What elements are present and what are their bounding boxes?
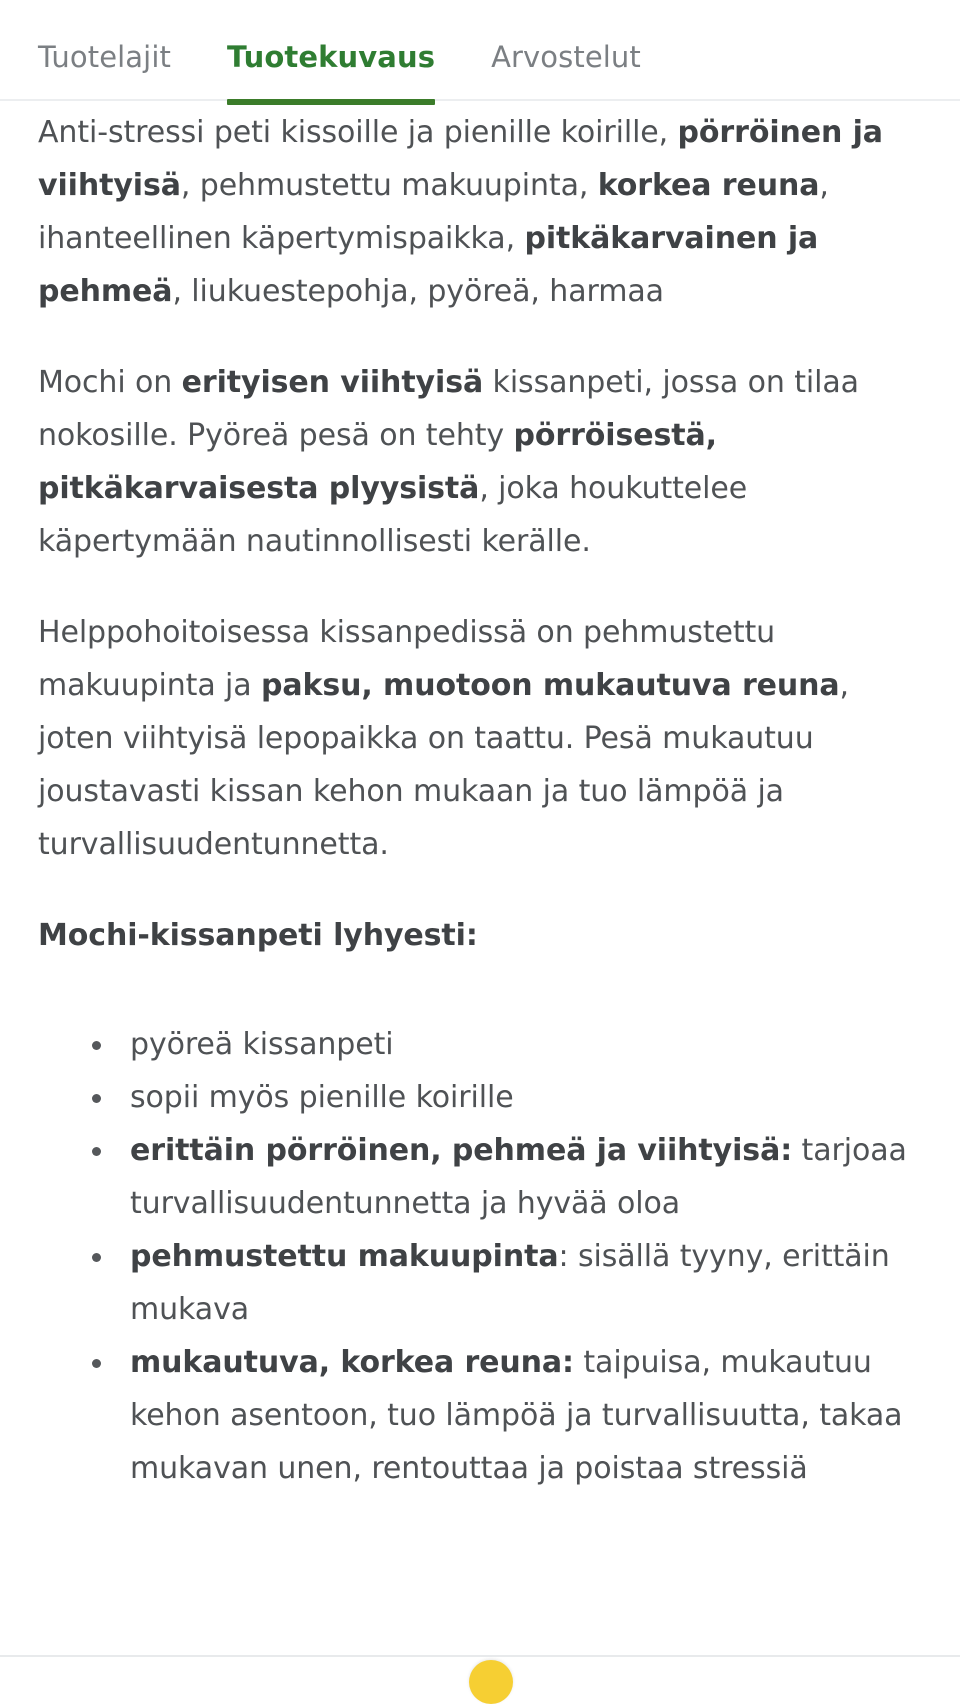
bullet-dot-icon xyxy=(92,1253,101,1262)
list-item-text: pyöreä kissanpeti xyxy=(130,1027,394,1062)
description-paragraph-2: Mochi on erityisen viihtyisä kissanpeti, jossa on tilaa nokosille. Pyöreä pesä on tehty pörröisestä, pitkäkarvaisesta plyysistä, joka houkuttelee käpertymään nautinnollisesti kerälle. xyxy=(38,365,859,559)
list-item xyxy=(92,1071,922,1124)
description-paragraph-3: Helppohoitoisessa kissanpedissä on pehmustettu makuupinta ja paksu, muotoon mukautuva reuna, joten viihtyisä lepopaikka on taattu. Pesä mukautuu joustavasti kissan kehon mukaan ja tuo lämpöä ja turvallisuudentunnetta. xyxy=(38,615,849,862)
list-item xyxy=(92,1336,922,1495)
list-item-text: pehmustettu makuupinta: sisällä tyyny, erittäin mukava xyxy=(130,1239,890,1327)
list-item-text: sopii myös pienille koirille xyxy=(130,1080,514,1115)
list-item xyxy=(92,1230,922,1336)
tab-label: Arvostelut xyxy=(491,40,641,74)
bullet-dot-icon xyxy=(92,1147,101,1156)
list-item-text: mukautuva, korkea reuna: taipuisa, mukautuu kehon asentoon, tuo lämpöä ja turvallisuutta, takaa mukavan unen, rentouttaa ja poistaa stressiä xyxy=(130,1345,903,1486)
bullet-dot-icon xyxy=(92,1094,101,1103)
tab-tuotekuvaus[interactable] xyxy=(199,28,463,86)
product-description-panel xyxy=(0,101,960,1495)
tab-tuotelajit[interactable] xyxy=(38,28,199,86)
list-item xyxy=(92,1018,922,1071)
bottom-divider xyxy=(0,1655,960,1657)
tab-label: Tuotekuvaus xyxy=(226,40,436,74)
tab-list xyxy=(38,28,669,86)
product-tab-bar xyxy=(0,0,960,101)
list-item xyxy=(92,1124,922,1230)
tab-label: Tuotelajit xyxy=(38,40,171,74)
feature-list xyxy=(38,1018,922,1495)
tab-arvostelut[interactable] xyxy=(463,28,669,86)
summary-heading: Mochi-kissanpeti lyhyesti: xyxy=(38,918,478,953)
bullet-dot-icon xyxy=(92,1041,101,1050)
list-item-text: erittäin pörröinen, pehmeä ja viihtyisä: tarjoaa turvallisuudentunnetta ja hyvää oloa xyxy=(130,1133,907,1221)
floating-chat-badge-icon[interactable] xyxy=(469,1660,513,1704)
bullet-dot-icon xyxy=(92,1359,101,1368)
description-paragraph-1: Anti-stressi peti kissoille ja pienille koirille, pörröinen ja viihtyisä, pehmustettu makuupinta, korkea reuna, ihanteellinen käpertymispaikka, pitkäkarvainen ja pehmeä, liukuestepohja, pyöreä, harmaa xyxy=(38,115,883,309)
